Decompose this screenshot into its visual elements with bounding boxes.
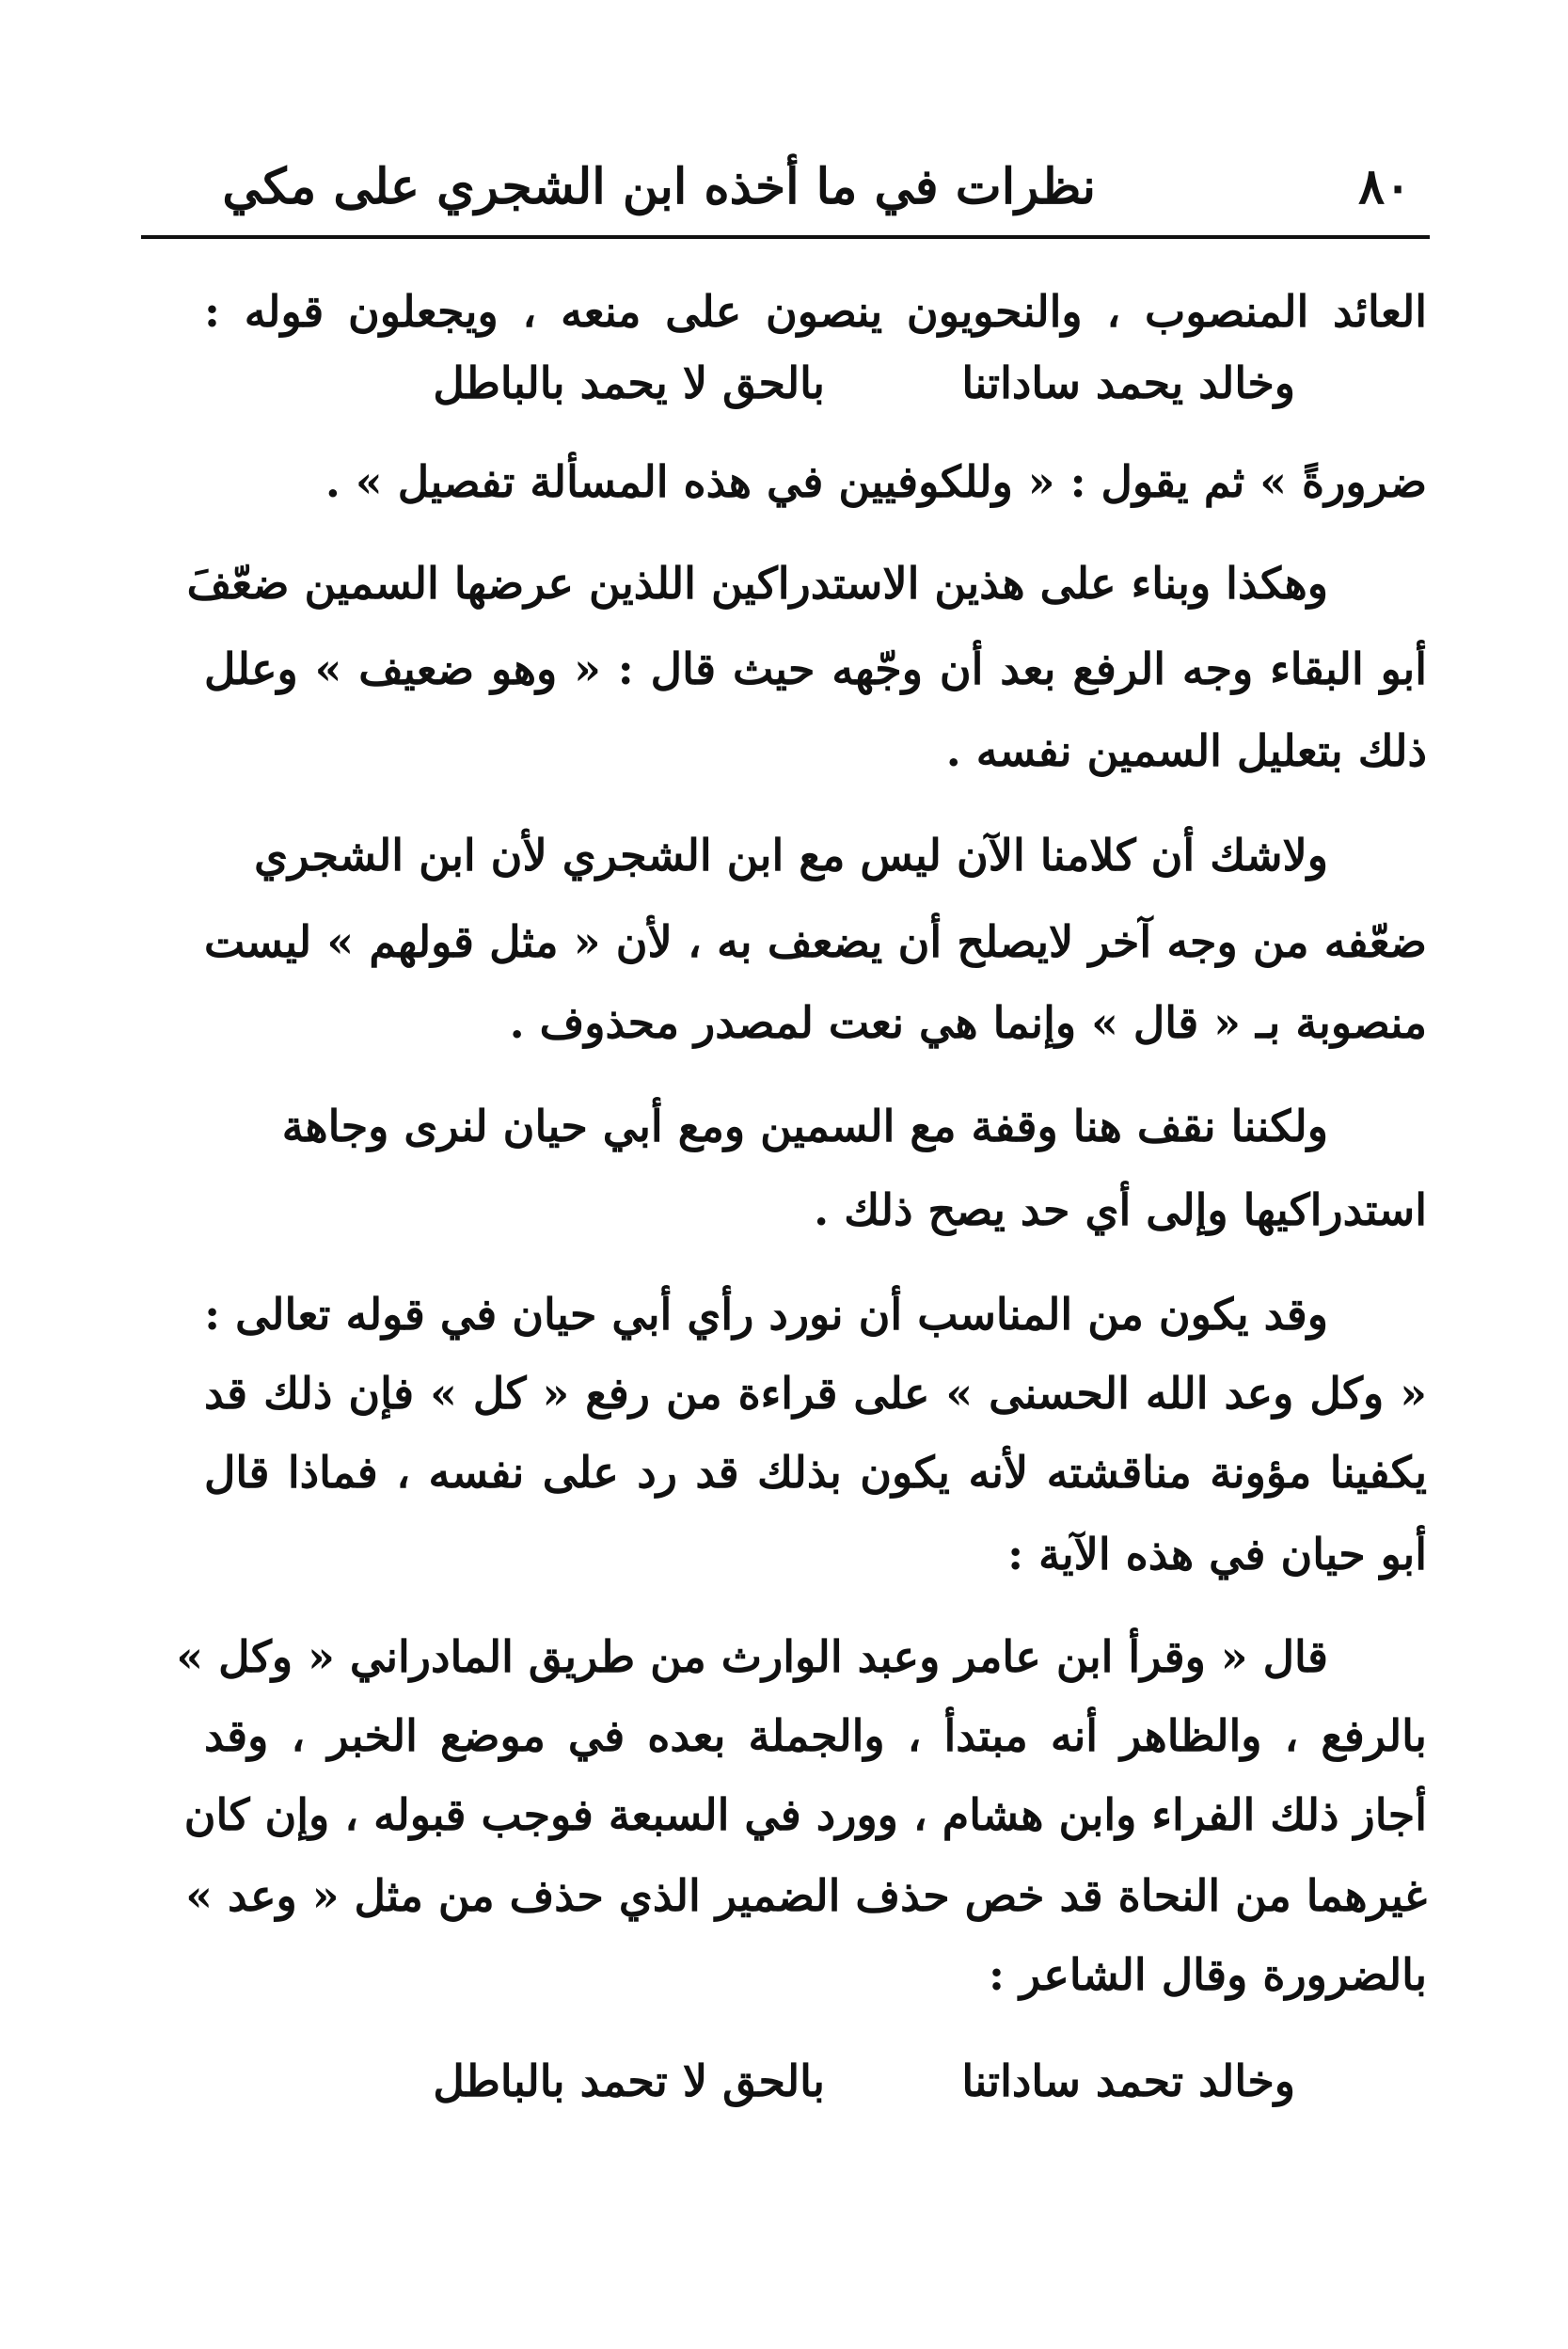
paragraph-first-line: وهكذا وبناء على هذين الاستدراكين اللذين عرضها السمين ضعّفَ xyxy=(186,558,1328,609)
verse-hemistich-second: بالحق لا تحمد بالباطل xyxy=(433,2055,825,2106)
page-header xyxy=(141,132,1430,226)
paragraph-first-line: قال « وقرأ ابن عامر وعبد الوارث من طريق المادراني « وكل » xyxy=(176,1631,1328,1682)
text-line: غيرهما من النحاة قد خص حذف الضمير الذي حذف من مثل « وعد » xyxy=(185,1870,1427,1921)
text-line: منصوبة بـ « قال » وإنما هي نعت لمصدر محذوف . xyxy=(509,997,1427,1048)
paragraph-first-line: ولاشك أن كلامنا الآن ليس مع ابن الشجري لأن ابن الشجري xyxy=(254,830,1328,881)
text-line: أجاز ذلك الفراء وابن هشام ، وورد في السبعة فوجب قبوله ، وإن كان xyxy=(183,1789,1427,1840)
paragraph-first-line: ولكننا نقف هنا وقفة مع السمين ومع أبي حيان لنرى وجاهة xyxy=(281,1101,1328,1151)
text-line: ضرورةً » ثم يقول : « وللكوفيين في هذه المسألة تفصيل » . xyxy=(325,456,1427,507)
text-line: يكفينا مؤونة مناقشته لأنه يكون بذلك قد رد على نفسه ، فماذا قال xyxy=(204,1447,1427,1498)
verse-hemistich-first: وخالد يحمد ساداتنا xyxy=(961,357,1295,408)
text-line: العائد المنصوب ، والنحويون ينصون على منعه ، ويجعلون قوله : xyxy=(204,286,1427,337)
verse-hemistich-first: وخالد تحمد ساداتنا xyxy=(961,2055,1295,2106)
text-line: استدراكيها وإلى أي حد يصح ذلك . xyxy=(814,1184,1427,1235)
text-line: « وكل وعد الله الحسنى » على قراءة من رفع « كل » فإن ذلك قد xyxy=(204,1368,1427,1419)
header-rule xyxy=(141,235,1430,239)
paragraph-first-line: وقد يكون من المناسب أن نورد رأي أبي حيان في قوله تعالى : xyxy=(204,1289,1328,1340)
verse-hemistich-second: بالحق لا يحمد بالباطل xyxy=(433,357,825,408)
text-line: ذلك بتعليل السمين نفسه . xyxy=(945,725,1427,776)
text-line: بالرفع ، والظاهر أنه مبتدأ ، والجملة بعده في موضع الخبر ، وقد xyxy=(204,1710,1427,1761)
page-number: ٨٠ xyxy=(1358,158,1411,215)
text-line: ضعّفه من وجه آخر لايصلح أن يضعف به ، لأن « مثل قولهم » ليست xyxy=(204,916,1427,967)
text-line: أبو البقاء وجه الرفع بعد أن وجّهه حيث قال : « وهو ضعيف » وعلل xyxy=(204,643,1427,694)
text-line: بالضرورة وقال الشاعر : xyxy=(989,1949,1427,2000)
text-line: أبو حيان في هذه الآية : xyxy=(1007,1529,1427,1579)
running-title: نظرات في ما أخذه ابن الشجري على مكي xyxy=(222,158,1096,215)
